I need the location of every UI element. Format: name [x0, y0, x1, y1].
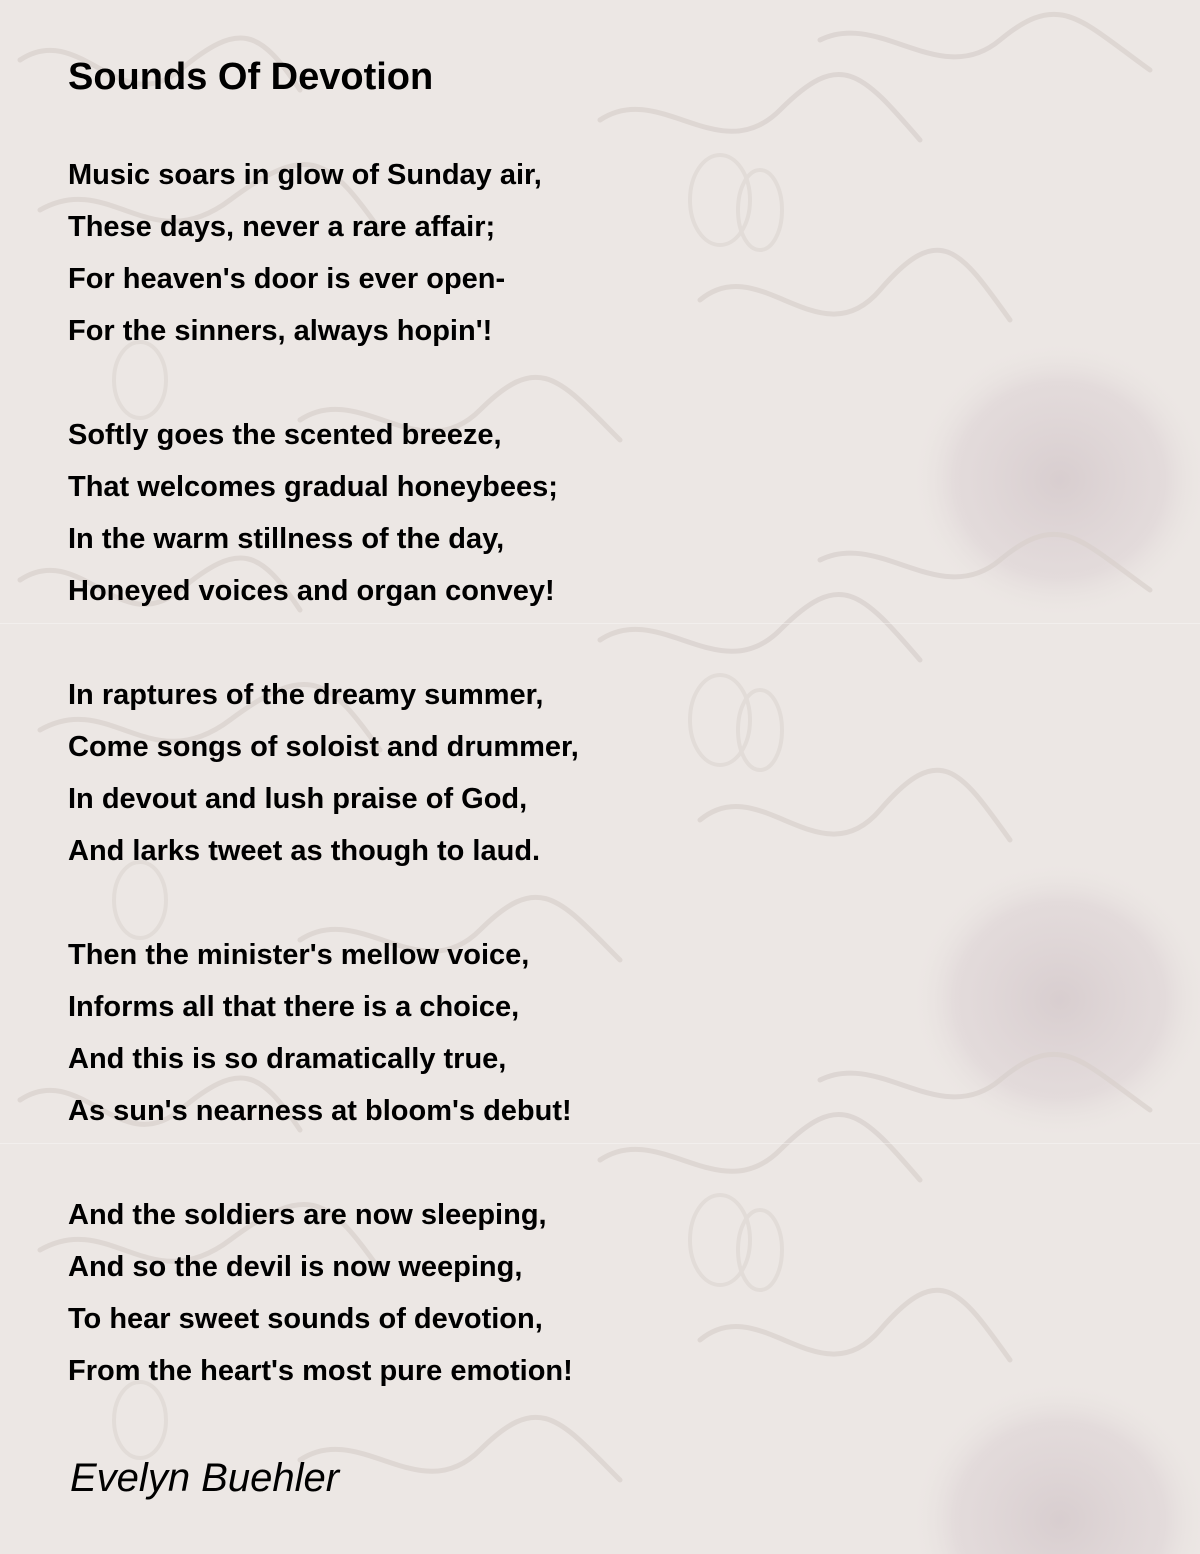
poem-line: These days, never a rare affair; [68, 211, 496, 243]
poem-line: Informs all that there is a choice, [68, 991, 520, 1023]
poem-line: From the heart's most pure emotion! [68, 1355, 573, 1387]
poem-line: And so the devil is now weeping, [68, 1251, 523, 1283]
stanza-3 [68, 669, 1068, 877]
stanza-1 [68, 149, 1068, 357]
tile-seam [0, 1143, 1200, 1144]
poem-line: That welcomes gradual honeybees; [68, 471, 558, 503]
poem-line: Then the minister's mellow voice, [68, 939, 530, 971]
poem-line: Softly goes the scented breeze, [68, 419, 502, 451]
poem-line: To hear sweet sounds of devotion, [68, 1303, 543, 1335]
poem-line: And larks tweet as though to laud. [68, 835, 541, 867]
stanza-5 [68, 1189, 1068, 1397]
stain-blot [910, 1380, 1200, 1554]
stanza-2 [68, 409, 1068, 617]
poem-line: Come songs of soloist and drummer, [68, 731, 579, 763]
tile-seam [0, 623, 1200, 624]
poem-line: Music soars in glow of Sunday air, [68, 159, 542, 191]
poem-title: Sounds Of Devotion [68, 56, 434, 98]
poem-line: Honeyed voices and organ convey! [68, 575, 555, 607]
poem-line: And this is so dramatically true, [68, 1043, 507, 1075]
poem-line: And the soldiers are now sleeping, [68, 1199, 547, 1231]
poem-line: In raptures of the dreamy summer, [68, 679, 544, 711]
poem-line: For heaven's door is ever open- [68, 263, 506, 295]
poem-line: In the warm stillness of the day, [68, 523, 505, 555]
poem-line: For the sinners, always hopin'! [68, 315, 493, 347]
stanza-4 [68, 929, 1068, 1137]
poem-line: In devout and lush praise of God, [68, 783, 528, 815]
poem-author: Evelyn Buehler [70, 1456, 340, 1500]
poem-line: As sun's nearness at bloom's debut! [68, 1095, 572, 1127]
